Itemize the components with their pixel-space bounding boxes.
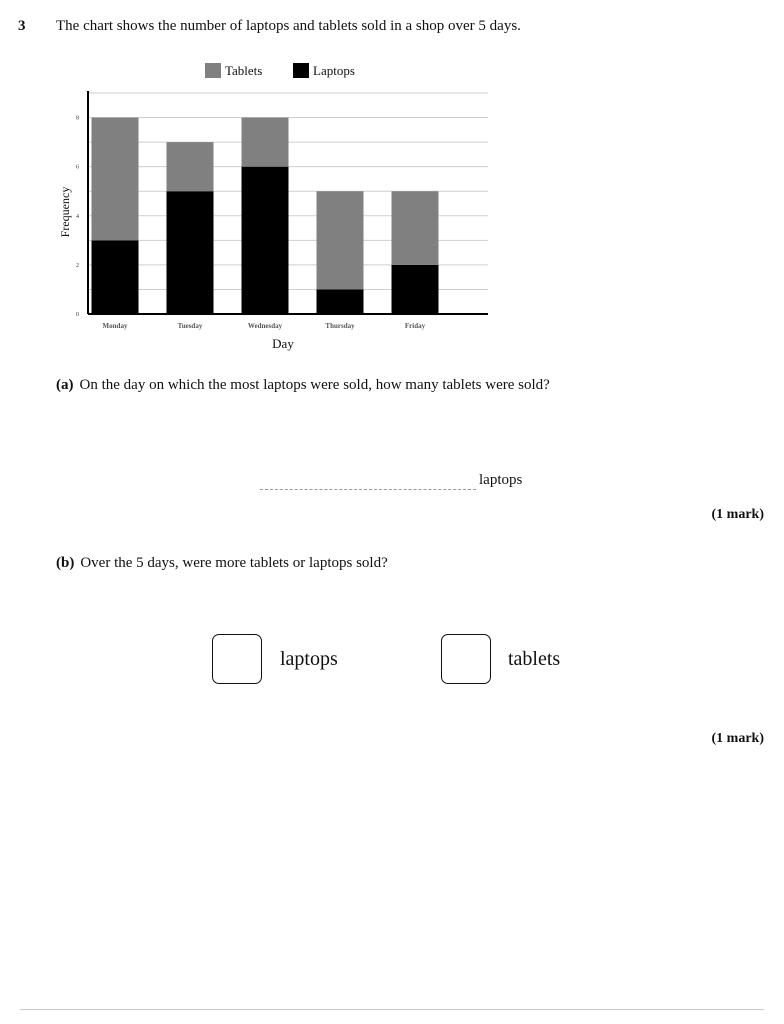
chart-legend xyxy=(205,63,355,78)
bar-tablets-thursday xyxy=(317,191,364,289)
bar-tablets-wednesday xyxy=(242,118,289,167)
bar-tablets-monday xyxy=(92,118,139,241)
y-tick-label: 4 xyxy=(76,213,79,220)
y-axis-label: Frequency xyxy=(58,186,72,238)
question-intro: The chart shows the number of laptops and tablets sold in a shop over 5 days. xyxy=(56,18,521,34)
x-tick-label: Friday xyxy=(404,322,426,330)
legend-swatch-tablets xyxy=(205,63,221,78)
tablets-checkbox[interactable] xyxy=(441,634,491,684)
bar-laptops-friday xyxy=(392,265,439,314)
part-a-answer-unit: laptops xyxy=(479,472,523,488)
part-b-text: Over the 5 days, were more tablets or laptops sold? xyxy=(80,555,388,571)
bar-laptops-thursday xyxy=(317,289,364,314)
bar-laptops-monday xyxy=(92,240,139,314)
stacked-bar-chart xyxy=(40,55,500,355)
part-a-answer-line[interactable] xyxy=(260,489,476,490)
tablets-option-label: tablets xyxy=(508,648,561,670)
bar-tablets-tuesday xyxy=(167,142,214,191)
question-number: 3 xyxy=(18,18,26,34)
part-a-question xyxy=(56,377,550,394)
laptops-option-label: laptops xyxy=(280,648,338,670)
footer-rule xyxy=(20,1009,764,1010)
bar-tablets-friday xyxy=(392,191,439,265)
bar-laptops-tuesday xyxy=(167,191,214,314)
x-axis-label: Day xyxy=(272,336,294,351)
part-a-label: (a) xyxy=(56,377,74,393)
x-tick-label: Thursday xyxy=(325,322,355,330)
x-tick-label: Tuesday xyxy=(177,322,203,330)
part-a-marks: (1 mark) xyxy=(711,507,764,522)
laptops-checkbox[interactable] xyxy=(212,634,262,684)
legend-label-tablets: Tablets xyxy=(225,63,263,78)
part-b-question xyxy=(56,555,388,572)
legend-label-laptops: Laptops xyxy=(313,63,355,78)
bar-laptops-wednesday xyxy=(242,167,289,314)
y-tick-label: 2 xyxy=(76,262,79,269)
part-b-label: (b) xyxy=(56,555,75,571)
legend-swatch-laptops xyxy=(293,63,309,78)
x-tick-label: Monday xyxy=(102,322,128,330)
y-tick-label: 0 xyxy=(76,312,79,318)
part-b-marks: (1 mark) xyxy=(711,731,764,746)
x-tick-label: Wednesday xyxy=(247,322,283,330)
part-a-text: On the day on which the most laptops were sold, how many tablets were sold? xyxy=(79,377,550,393)
y-tick-label: 8 xyxy=(76,115,79,122)
y-tick-label: 6 xyxy=(76,164,79,171)
